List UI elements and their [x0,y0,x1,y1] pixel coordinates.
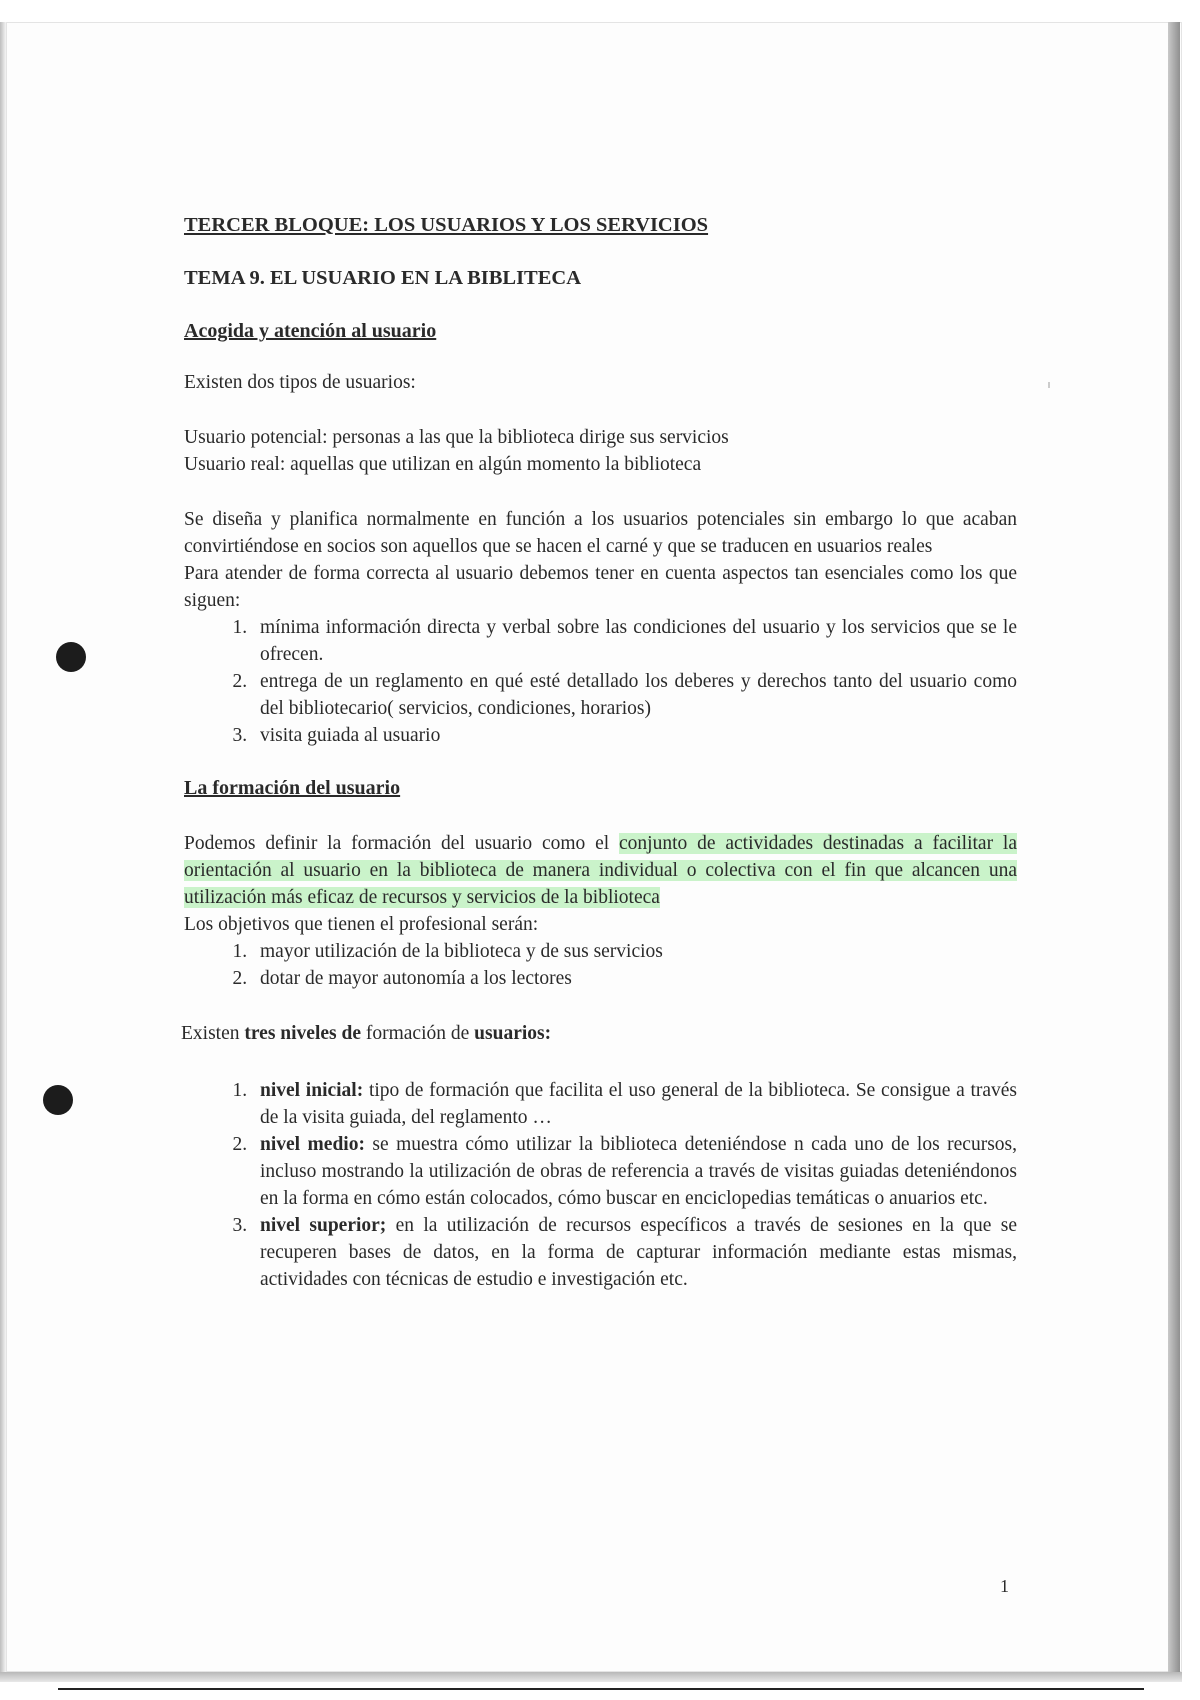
objectives-intro: Los objetivos que tienen el profesional serán: [184,914,539,935]
definition-highlight: conjunto de actividades destinadas a facilitar la orientación al usuario en la biblioteca de manera individual o colectiva con el fin que alcancen una utilización más eficaz de recursos y servicios de la biblioteca [184,833,1017,908]
attention-paragraph: Para atender de forma correcta al usuario debemos tener en cuenta aspectos tan esenciales como los que siguen: [184,563,1017,611]
levels-list [184,1077,1017,1293]
user-type-potential: Usuario potencial: personas a las que la biblioteca dirige sus servicios [184,427,729,448]
punch-hole-top [56,642,86,672]
scan-right-edge [1168,22,1180,1672]
block-title: TERCER BLOQUE: LOS USUARIOS Y LOS SERVICIOS [184,214,709,236]
level-name: nivel superior; [260,1215,387,1236]
topic-title: TEMA 9. EL USUARIO EN LA BIBLITECA [184,267,582,289]
level-text: se muestra cómo utilizar la biblioteca deteniéndose n cada uno de los recursos, incluso mostrando la utilización de obras de referencia a través de visitas guiadas deteniéndonos en la forma en cómo están colocados, cómo buscar en enciclopedias temáticas o anuarios etc. [260,1134,1018,1209]
objectives-list [184,938,1017,992]
list-item [252,1212,1017,1293]
definition-paragraph [184,830,1017,911]
list-item [252,1077,1017,1131]
level-name: nivel inicial: [260,1080,364,1101]
scan-speck [1048,382,1050,388]
level-name: nivel medio: [260,1134,365,1155]
list-item [252,1131,1017,1212]
levels-intro-start: Existen [181,1023,245,1044]
planning-paragraph: Se diseña y planifica normalmente en función a los usuarios potenciales sin embargo lo que acaban convirtiéndose en socios son aquellos que se hacen el carné y que se traducen en usuarios reales [184,509,1017,557]
document-body [181,212,1018,1293]
levels-intro-bold: tres niveles de [244,1023,361,1044]
section-heading-acogida: Acogida y atención al usuario [184,320,437,342]
bottom-rule-line [58,1688,1144,1690]
levels-intro-mid: formación de [361,1023,475,1044]
level-text: tipo de formación que facilita el uso general de la biblioteca. Se consigue a través de la visita guiada, del reglamento … [260,1080,1018,1128]
punch-hole-bottom [43,1085,73,1115]
aspects-list [184,614,1017,749]
list-item: 1. mínima información directa y verbal sobre las condiciones del usuario y los servicios que se le ofrecen. [252,614,1017,668]
levels-intro [181,1020,1017,1047]
user-type-real: Usuario real: aquellas que utilizan en algún momento la biblioteca [184,454,702,475]
page-number: 1 [1000,1576,1009,1596]
definition-start: Podemos definir la formación del usuario como el [184,833,620,854]
levels-intro-users: usuarios: [474,1023,552,1044]
list-item: 3. visita guiada al usuario [252,722,1017,749]
scan-bottom-edge [0,1672,1182,1682]
list-item: 1. mayor utilización de la biblioteca y de sus servicios [252,938,1017,965]
list-item: 2. entrega de un reglamento en qué esté detallado los deberes y derechos tanto del usuario como del bibliotecario( servicios, condiciones, horarios) [252,668,1017,722]
list-item: 2. dotar de mayor autonomía a los lectores [252,965,1017,992]
section-heading-formacion: La formación del usuario [184,777,401,799]
level-text: en la utilización de recursos específicos a través de sesiones en la que se recuperen bases de datos, en la forma de capturar información mediante estas mismas, actividades con técnicas de estudio e investigación etc. [260,1215,1017,1290]
user-types-intro: Existen dos tipos de usuarios: [184,372,416,393]
